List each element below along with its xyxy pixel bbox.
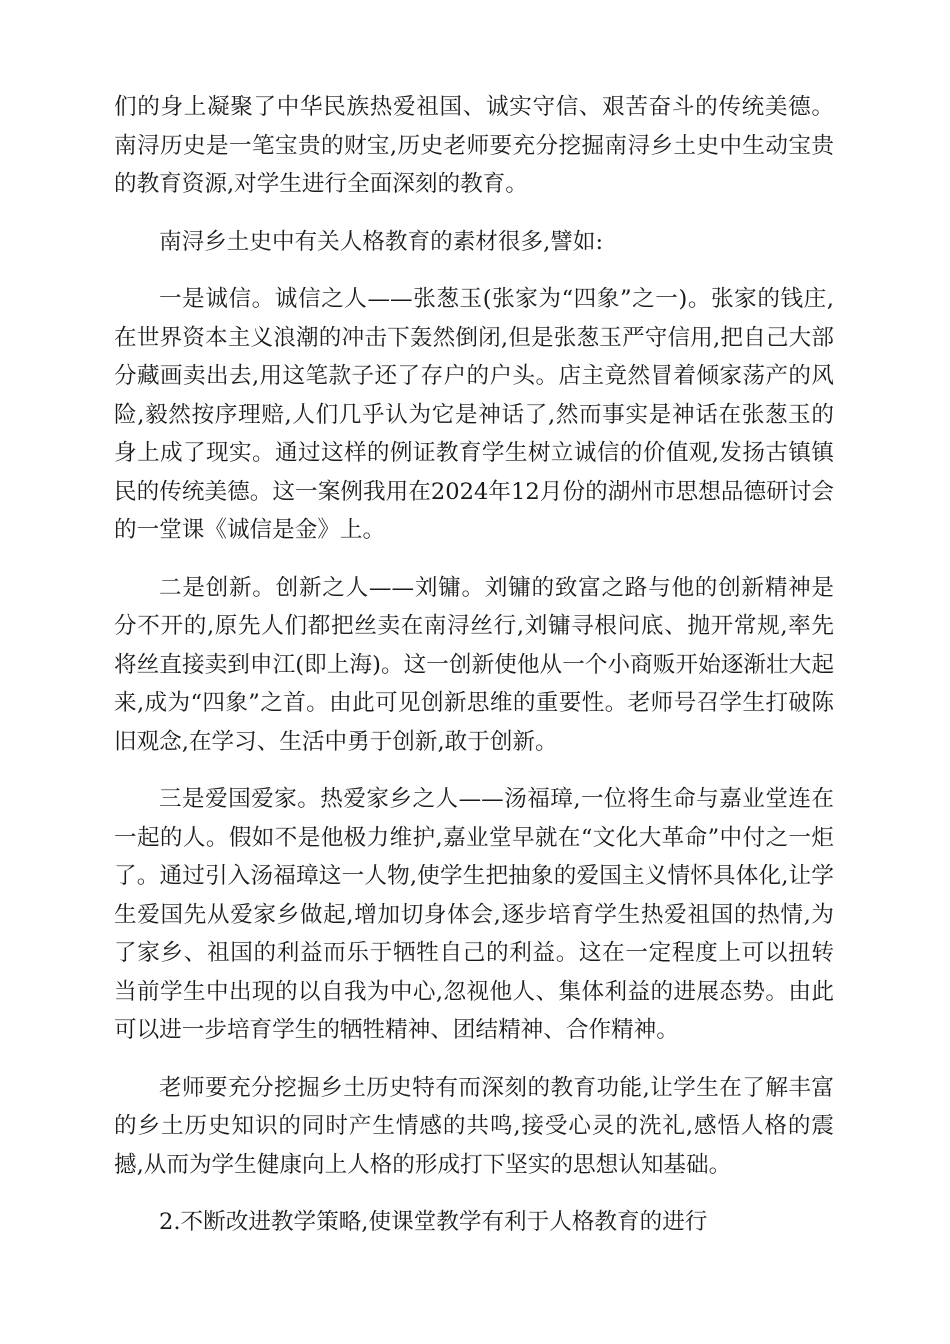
paragraph-integrity: 一是诚信。诚信之人——张葱玉(张家为“四象”之一)。张家的钱庄,在世界资本主义浪潮的冲击下轰然倒闭,但是张葱玉严守信用,把自己大部分藏画卖出去,用这笔款子还了存户的户头。店主竟然冒着倾家荡产的风险,毅然按序理赔,人们几乎认为它是神话了,然而事实是神话在张葱玉的身上成了现实。通过这样的例证教育学生树立诚信的价值观,发扬古镇镇民的传统美德。这一案例我用在2024年12月份的湖州市思想品德研讨会的一堂课《诚信是金》上。 <box>114 286 834 543</box>
paragraph-innovation: 二是创新。创新之人——刘镛。刘镛的致富之路与他的创新精神是分不开的,原先人们都把丝卖在南浔丝行,刘镛寻根问底、抛开常规,率先将丝直接卖到申江(即上海)。这一创新使他从一个小商贩开始逐渐壮大起来,成为“四象”之首。由此可见创新思维的重要性。老师号召学生打破陈旧观念,在学习、生活中勇于创新,敢于创新。 <box>114 574 834 755</box>
paragraph-materials-intro: 南浔乡土史中有关人格教育的素材很多,譬如: <box>159 228 604 255</box>
paragraph-conclusion: 老师要充分挖掘乡土历史特有而深刻的教育功能,让学生在了解丰富的乡土历史知识的同时产生情感的共鸣,接受心灵的洗礼,感悟人格的震撼,从而为学生健康向上人格的形成打下坚实的思想认知基础。 <box>114 1074 834 1178</box>
paragraph-patriotism: 三是爱国爱家。热爱家乡之人——汤福璋,一位将生命与嘉业堂连在一起的人。假如不是他极力维护,嘉业堂早就在“文化大革命”中付之一炬了。通过引入汤福璋这一人物,使学生把抽象的爱国主义情怀具体化,让学生爱国先从爱家乡做起,增加切身体会,逐步培育学生热爱祖国的热情,为了家乡、祖国的利益而乐于牺牲自己的利益。这在一定程度上可以扭转当前学生中出现的以自我为中心,忽视他人、集体利益的进展态势。由此可以进一步培育学生的牺牲精神、团结精神、合作精神。 <box>114 786 834 1043</box>
section-heading: 2.不断改进教学策略,使课堂教学有利于人格教育的进行 <box>159 1209 708 1235</box>
paragraph-continuation: 们的身上凝聚了中华民族热爱祖国、诚实守信、艰苦奋斗的传统美德。南浔历史是一笔宝贵的财宝,历史老师要充分挖掘南浔乡土史中生动宝贵的教育资源,对学生进行全面深刻的教育。 <box>114 94 834 197</box>
document-body <box>114 88 834 1261</box>
